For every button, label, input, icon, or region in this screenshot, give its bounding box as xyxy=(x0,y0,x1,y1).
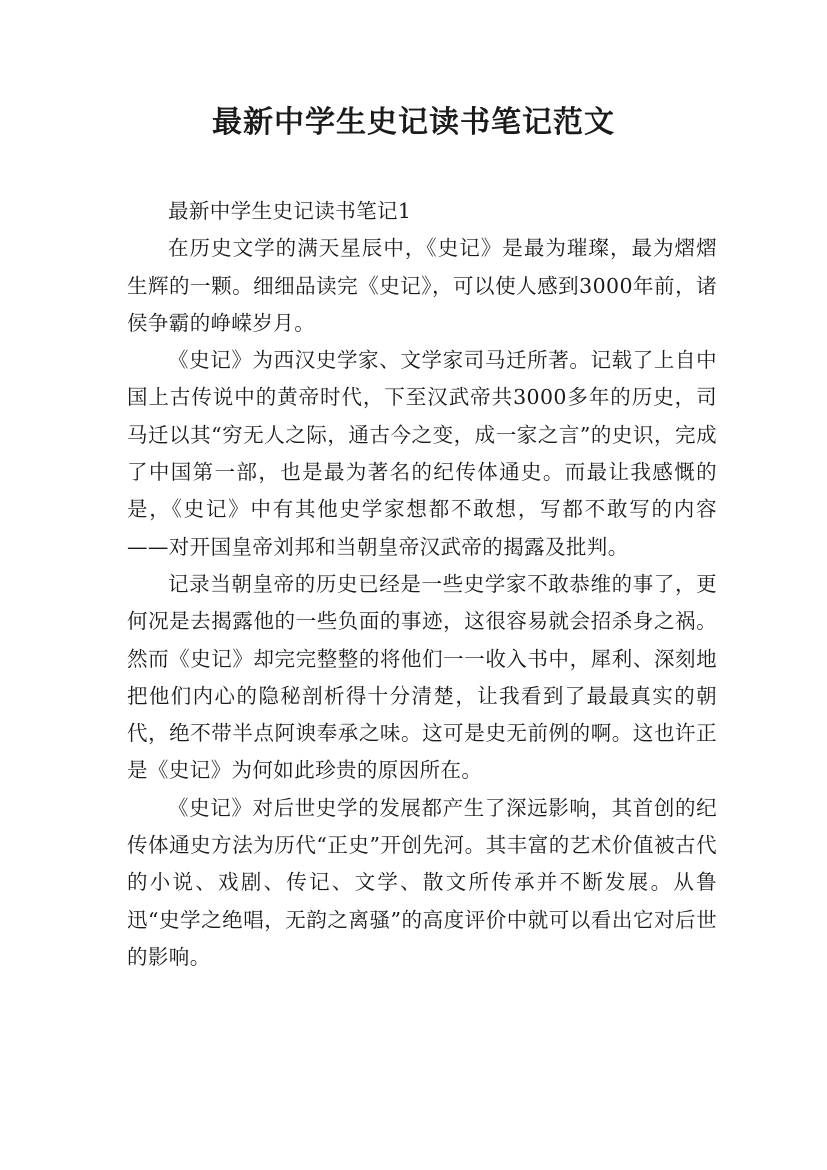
paragraph: 《史记》为西汉史学家、文学家司马迁所著。记载了上自中国上古传说中的黄帝时代，下至汉武帝共3000多年的历史，司马迁以其“穷无人之际，通古今之变，成一家之言”的史识，完成了中国第一部，也是最为著名的纪传体通史。而最让我感慨的是，《史记》中有其他史学家想都不敢想，写都不敢写的内容——对开国皇帝刘邦和当朝皇帝汉武帝的揭露及批判。 xyxy=(127,348,717,559)
document-body xyxy=(127,193,717,976)
paragraph: 在历史文学的满天星辰中，《史记》是最为璀璨，最为熠熠生辉的一颗。细细品读完《史记》，可以使人感到3000年前，诸侯争霸的峥嵘岁月。 xyxy=(127,236,717,335)
section-heading: 最新中学生史记读书笔记1 xyxy=(168,199,412,223)
paragraph: 记录当朝皇帝的历史已经是一些史学家不敢恭维的事了，更何况是去揭露他的一些负面的事迹，这很容易就会招杀身之祸。然而《史记》却完完整整的将他们一一收入书中，犀利、深刻地把他们内心的隐秘剖析得十分清楚，让我看到了最最真实的朝代，绝不带半点阿谀奉承之味。这可是史无前例的啊。这也许正是《史记》为何如此珍贵的原因所在。 xyxy=(127,571,717,783)
document-title: 最新中学生史记读书笔记范文 xyxy=(212,105,615,140)
paragraph: 《史记》对后世史学的发展都产生了深远影响，其首创的纪传体通史方法为历代“正史”开创先河。其丰富的艺术价值被古代的小说、戏剧、传记、文学、散文所传承并不断发展。从鲁迅“史学之绝唱，无韵之离骚”的高度评价中就可以看出它对后世的影响。 xyxy=(127,795,717,969)
